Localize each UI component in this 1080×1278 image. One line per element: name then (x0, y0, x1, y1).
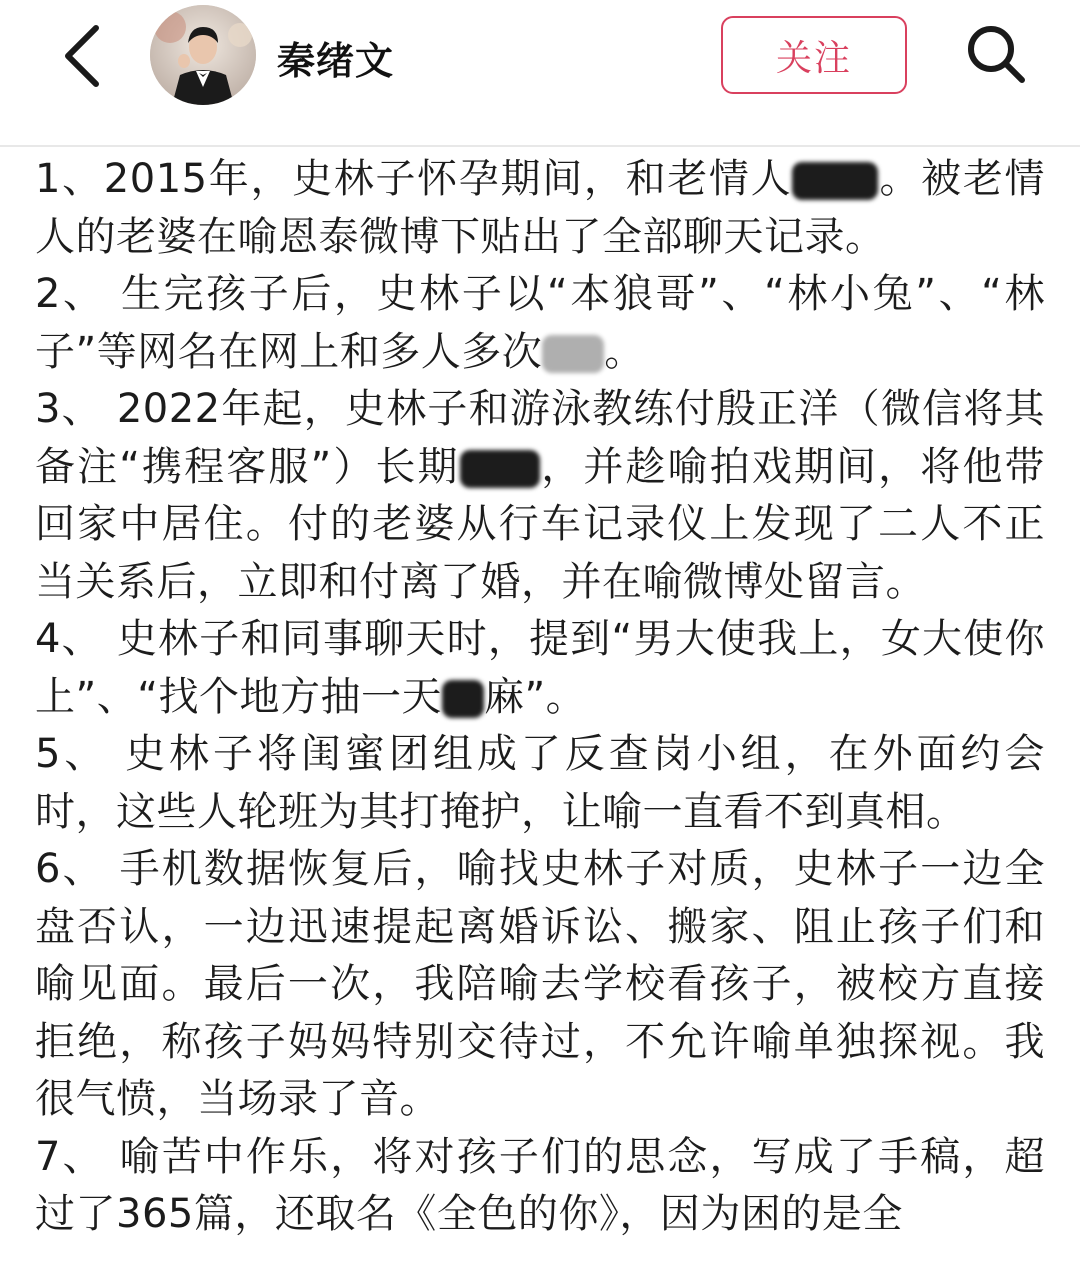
paragraph-2 (35, 266, 1045, 381)
censor-mosaic (542, 335, 604, 373)
follow-button[interactable]: 关注 (721, 16, 907, 94)
chevron-left-icon (62, 24, 102, 88)
censor-mosaic (792, 162, 878, 200)
paragraph-text: 1、2015年，史林子怀孕期间，和老情人 (35, 156, 793, 202)
top-bar (0, 0, 1080, 145)
censor-mosaic (460, 450, 540, 488)
paragraph-4 (35, 611, 1045, 726)
back-button[interactable] (52, 20, 112, 92)
avatar[interactable] (150, 5, 256, 105)
username[interactable]: 秦绪文 (277, 39, 395, 83)
paragraph-text: 麻”。 (483, 673, 587, 720)
paragraph-3 (35, 381, 1045, 611)
paragraph-text: 4、 史林子和同事聊天时，提到“男大使我上，女大使你上”、“找个地方抽一天 (35, 616, 1045, 720)
paragraph-text: 2、 生完孩子后，史林子以“本狼哥”、“林小兔”、“林子”等网名在网上和多人多次 (35, 271, 1045, 375)
paragraph-text: 。被老情人的老婆在喻恩泰微博下贴出了全部聊天记录。 (35, 156, 1045, 260)
paragraph-text: 3、 2022年起，史林子和游泳教练付殷正洋（微信将其备注“携程客服”）长期 (35, 386, 1045, 490)
paragraph-text: 。 (604, 328, 645, 375)
paragraph-6 (35, 841, 1045, 1129)
paragraph-text: 5、 史林子将闺蜜团组成了反查岗小组，在外面约会时，这些人轮班为其打掩护，让喻一直看不到真相。 (35, 731, 1045, 835)
paragraph-7 (35, 1129, 1045, 1244)
paragraph-1 (35, 151, 1045, 266)
post-text (35, 151, 1045, 1244)
paragraph-5 (35, 726, 1045, 841)
post-content (0, 145, 1080, 1278)
paragraph-text: 6、 手机数据恢复后，喻找史林子对质，史林子一边全盘否认，一边迅速提起离婚诉讼、搬家、阻止孩子们和喻见面。最后一次，我陪喻去学校看孩子，被校方直接拒绝，称孩子妈妈特别交待过，不允许喻单独探视。我很气愤，当场录了音。 (35, 846, 1045, 1122)
search-icon (965, 23, 1027, 85)
search-button[interactable] (960, 18, 1032, 90)
censor-mosaic (442, 680, 484, 718)
paragraph-text: ，并趁喻拍戏期间，将他带回家中居住。付的老婆从行车记录仪上发现了二人不正当关系后，立即和付离了婚，并在喻微博处留言。 (35, 443, 1046, 605)
paragraph-text: 7、 喻苦中作乐，将对孩子们的思念，写成了手稿，超过了365篇，还取名《全色的你》，因为困的是全 (35, 1133, 1045, 1237)
avatar-image (150, 5, 256, 105)
